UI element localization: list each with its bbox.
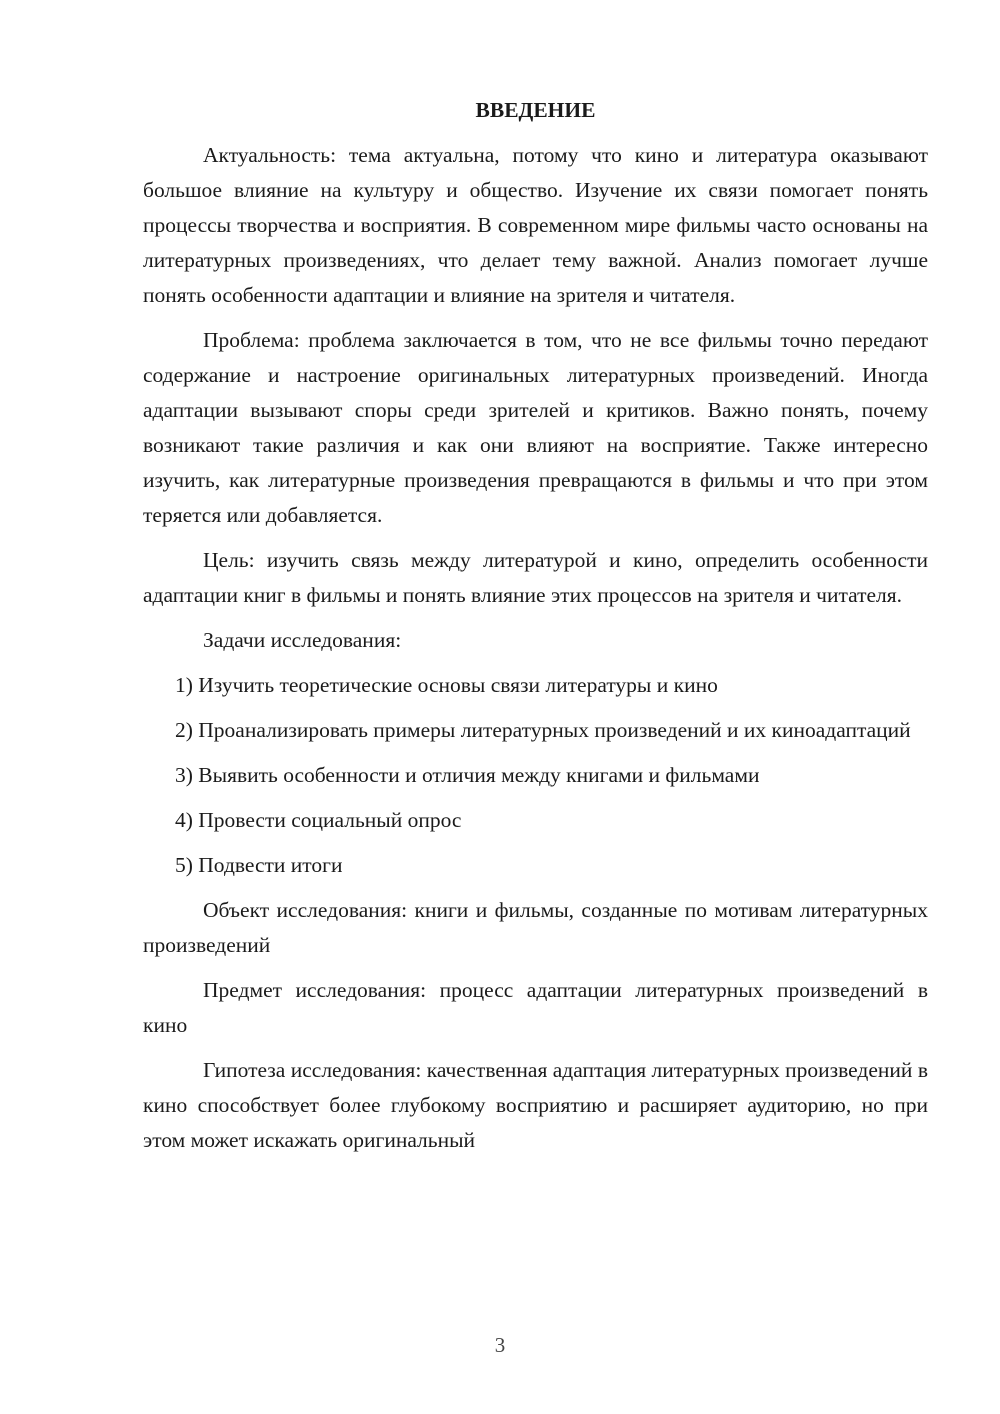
task-item-3: 3) Выявить особенности и отличия между книгами и фильмами bbox=[175, 763, 760, 787]
paragraph-hypothesis: Гипотеза исследования: качественная адаптация литературных произведений в кино способствует более глубокому восприятию и расширяет аудиторию, но при этом может искажать оригинальный bbox=[143, 1058, 928, 1152]
task-item-2: 2) Проанализировать примеры литературных произведений и их киноадаптаций bbox=[175, 718, 911, 742]
paragraph-object: Объект исследования: книги и фильмы, созданные по мотивам литературных произведений bbox=[143, 898, 928, 957]
task-item-1: 1) Изучить теоретические основы связи литературы и кино bbox=[175, 673, 718, 697]
paragraph-relevance: Актуальность: тема актуальна, потому что кино и литература оказывают большое влияние на культуру и общество. Изучение их связи помогает понять процессы творчества и восприятия. В современном мире фильмы часто основаны на литературных произведениях, что делает тему важной. Анализ помогает лучше понять особенности адаптации и влияние на зрителя и читателя. bbox=[143, 143, 928, 307]
paragraph-goal: Цель: изучить связь между литературой и кино, определить особенности адаптации книг в фильмы и понять влияние этих процессов на зрителя и читателя. bbox=[143, 548, 928, 607]
tasks-heading: Задачи исследования: bbox=[203, 628, 402, 652]
section-title: ВВЕДЕНИЕ bbox=[475, 98, 596, 122]
task-item-4: 4) Провести социальный опрос bbox=[175, 808, 462, 832]
paragraph-subject: Предмет исследования: процесс адаптации литературных произведений в кино bbox=[143, 978, 928, 1037]
task-item-5: 5) Подвести итоги bbox=[175, 853, 343, 877]
document-page bbox=[143, 90, 928, 1168]
paragraph-problem: Проблема: проблема заключается в том, что не все фильмы точно передают содержание и настроение оригинальных литературных произведений. Иногда адаптации вызывают споры среди зрителей и критиков. Важно понять, почему возникают такие различия и как они влияют на восприятие. Также интересно изучить, как литературные произведения превращаются в фильмы и что при этом теряется или добавляется. bbox=[143, 328, 928, 527]
page-number: 3 bbox=[494, 1333, 506, 1357]
